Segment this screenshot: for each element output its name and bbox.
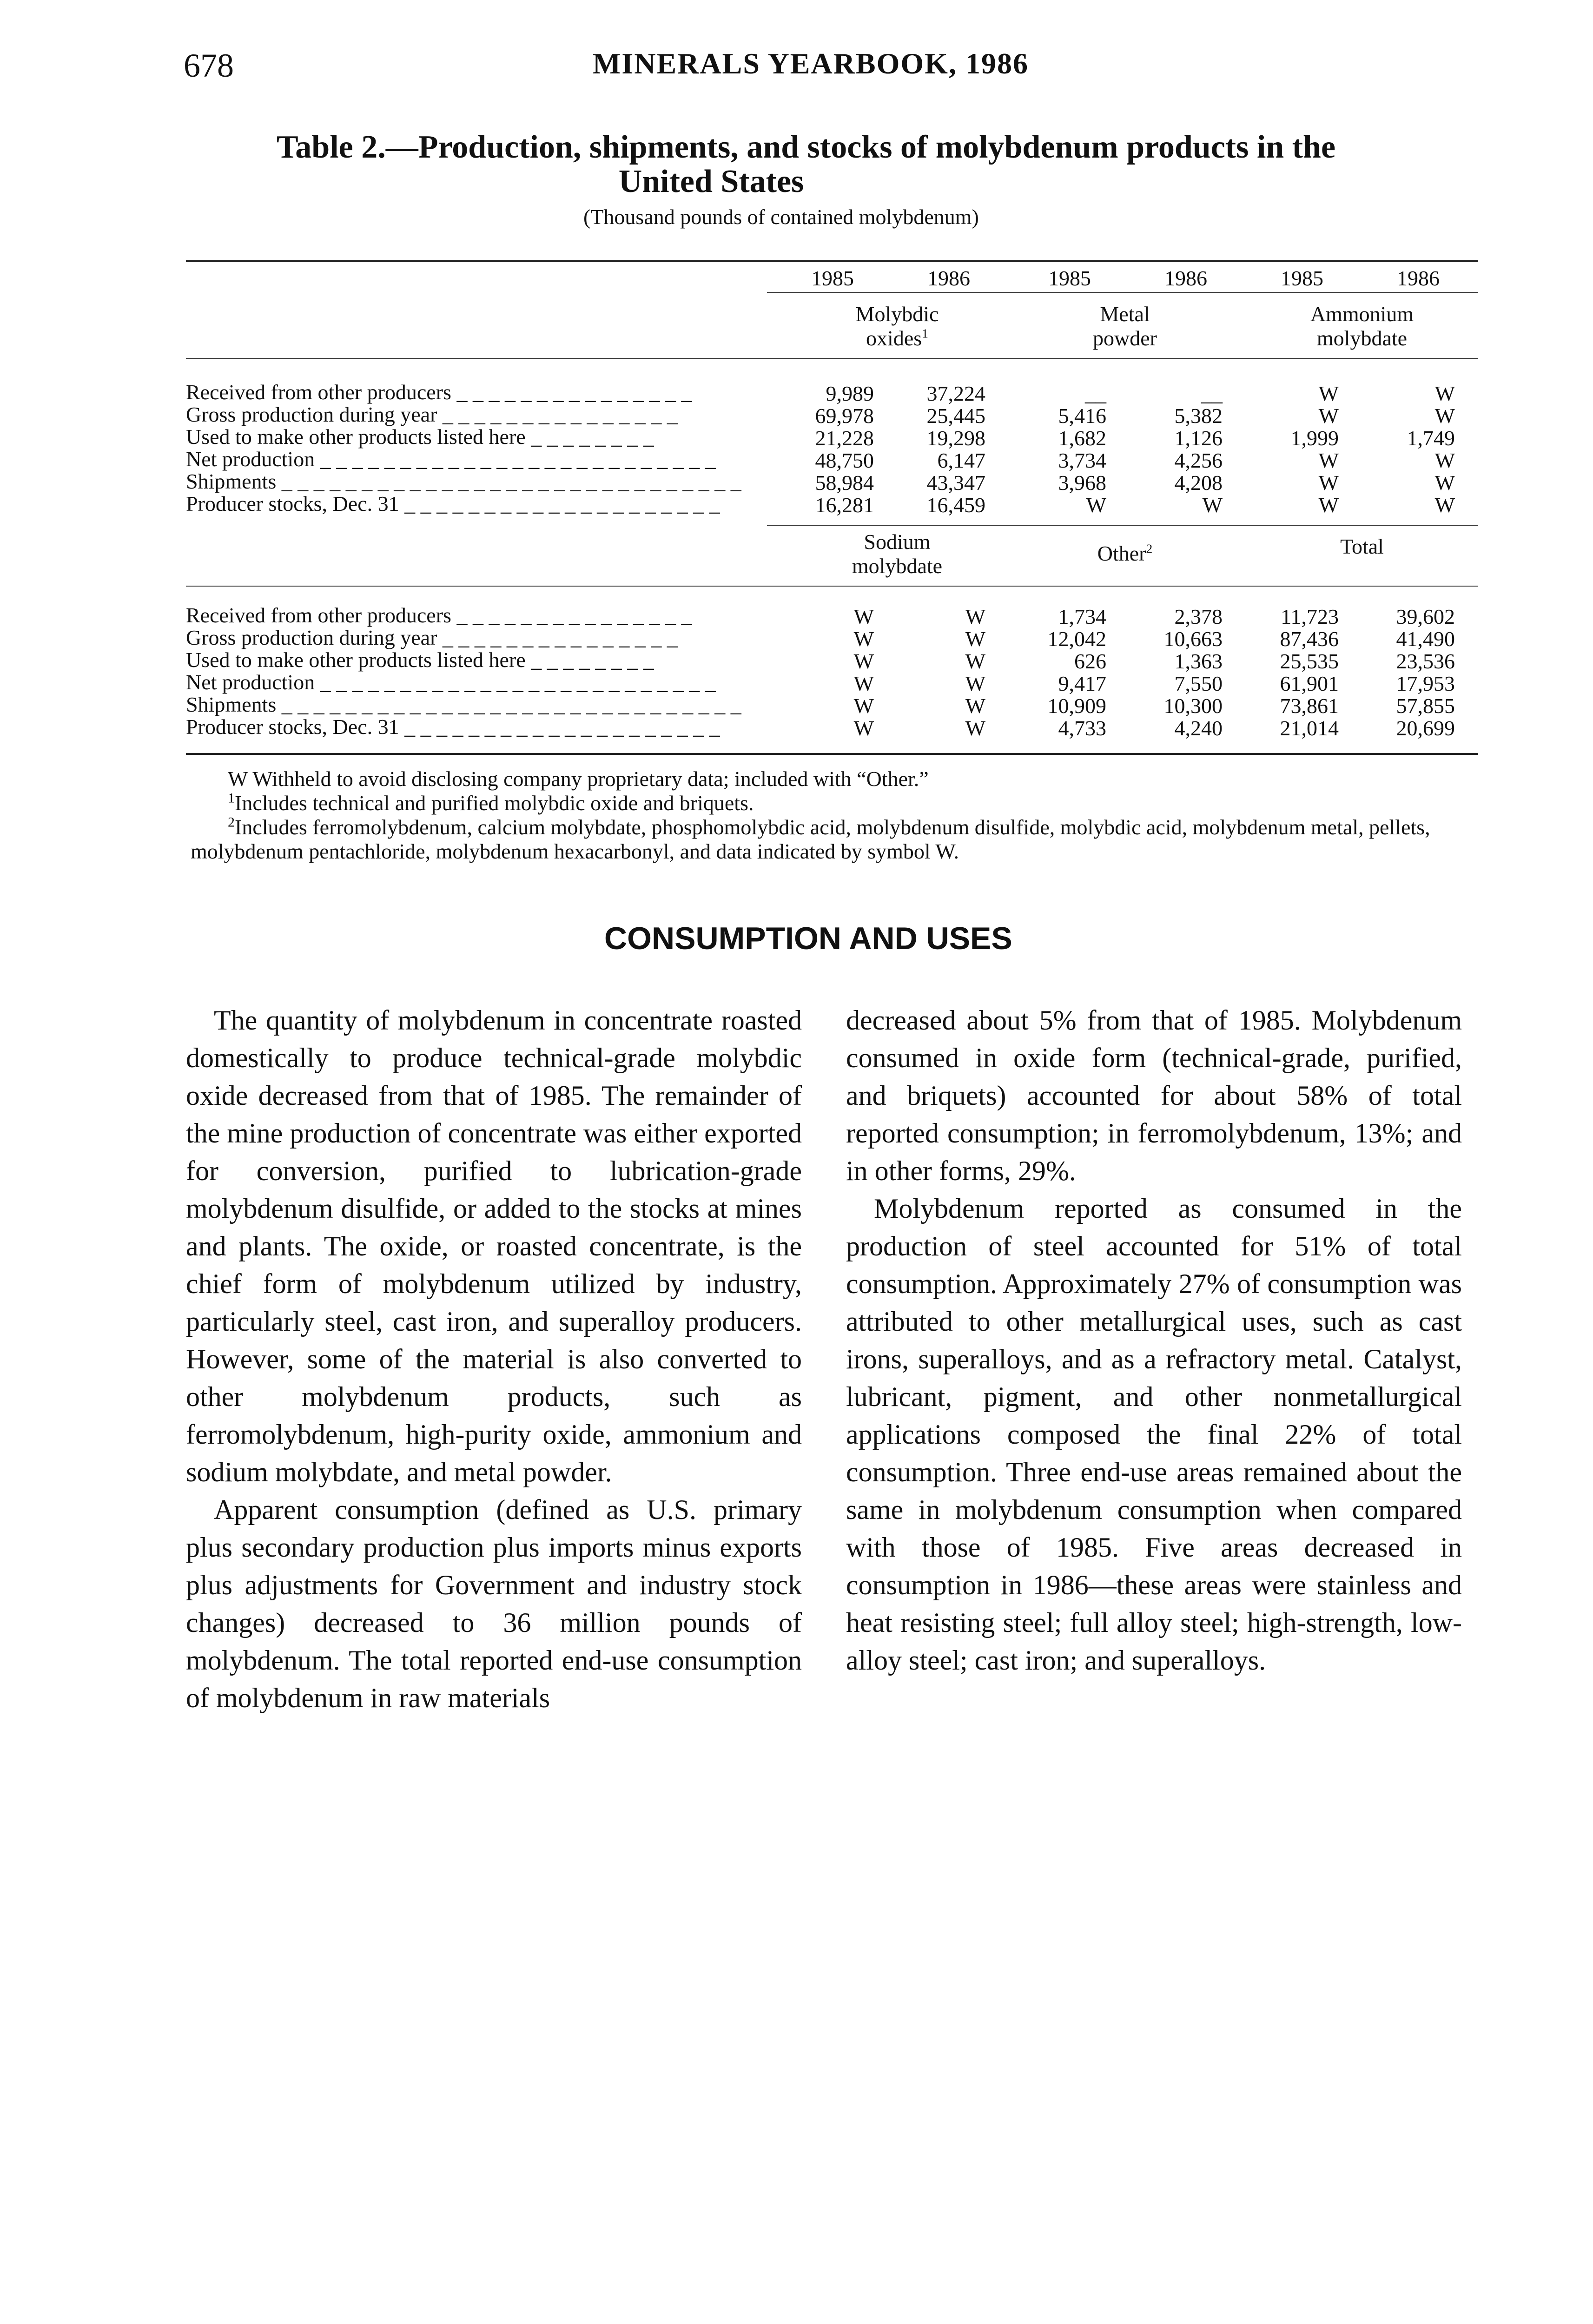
- table-cell: W: [853, 672, 874, 695]
- table-cell: W: [965, 672, 985, 695]
- table-cell: 87,436: [1280, 627, 1339, 651]
- row-label: Gross production during year _ _ _ _ _ _ _ _ _ _ _ _ _ _ _: [186, 403, 678, 426]
- table-cell: 626: [1074, 649, 1106, 673]
- footnote-withheld: W Withheld to avoid disclosing company proprietary data; included with “Other.”: [228, 767, 929, 791]
- running-title: MINERALS YEARBOOK, 1986: [593, 47, 1029, 80]
- table-cell: 25,535: [1280, 649, 1339, 673]
- table-cell: 1,363: [1174, 649, 1223, 673]
- group-header-ammonium-molybdate: Ammonium molybdate: [1310, 302, 1414, 350]
- table-title-line2: United States: [618, 164, 804, 199]
- paragraph: Molybdenum reported as consumed in the production of steel accounted for 51% of total consumption. Approximately 27% of consumption was attributed to other metallurgical uses, such as cast irons, superalloys, and as a refractory metal. Catalyst, lubricant, pigment, and other nonmetallurgical applications composed the final 22% of total consumption. Three end-use areas remained about the same in molybdenum consumption when compared with those of 1985. Five areas decreased in consumption in 1986—these areas were stainless and heat resisting steel; full alloy steel; high-strength, low-alloy steel; cast iron; and superalloys.: [846, 1193, 1462, 1676]
- table-cell: 5,382: [1174, 404, 1223, 428]
- section-heading: CONSUMPTION AND USES: [604, 921, 1012, 956]
- row-label: Used to make other products listed here _ _ _ _ _ _ _ _: [186, 648, 654, 672]
- row-label: Net production _ _ _ _ _ _ _ _ _ _ _ _ _ _ _ _ _ _ _ _ _ _ _ _ _: [186, 670, 716, 694]
- row-label: Used to make other products listed here _ _ _ _ _ _ _ _: [186, 425, 654, 449]
- table-bottom-rule: [186, 753, 1478, 755]
- table-top-rule: [186, 260, 1478, 262]
- table-cell: W: [1434, 382, 1455, 405]
- top-group-rule: [186, 358, 1478, 359]
- table-cell: 20,699: [1396, 716, 1455, 740]
- table-cell: 61,901: [1280, 672, 1339, 695]
- paragraph: Apparent consumption (defined as U.S. primary plus secondary production plus imports minus exports plus adjustments for Government and industry stock changes) decreased to 36 million pounds of molybdenum. The total reported end-use consumption of molybdenum in raw materials: [186, 1494, 802, 1713]
- table-cell: 17,953: [1396, 672, 1455, 695]
- table-cell: 39,602: [1396, 605, 1455, 628]
- table-cell: W: [1318, 471, 1339, 495]
- row-label: Received from other producers _ _ _ _ _ _ _ _ _ _ _ _ _ _ _: [186, 603, 692, 627]
- table-cell: 3,968: [1058, 471, 1106, 495]
- table-cell: 48,750: [815, 449, 874, 472]
- table-cell: 43,347: [926, 471, 985, 495]
- table-cell: 1,734: [1058, 605, 1106, 628]
- row-label: Producer stocks, Dec. 31 _ _ _ _ _ _ _ _ _ _ _ _ _ _ _ _ _ _ _ _: [186, 492, 720, 515]
- table-cell: W: [853, 627, 874, 651]
- table-cell: 69,978: [815, 404, 874, 428]
- row-label: Producer stocks, Dec. 31 _ _ _ _ _ _ _ _ _ _ _ _ _ _ _ _ _ _ _ _: [186, 715, 720, 739]
- table-cell: W: [1434, 471, 1455, 495]
- table-cell: 12,042: [1047, 627, 1106, 651]
- row-label: Received from other producers _ _ _ _ _ _ _ _ _ _ _ _ _ _ _: [186, 380, 692, 404]
- table-cell: 16,459: [926, 493, 985, 517]
- table-cell: 4,256: [1174, 449, 1223, 472]
- table-cell: W: [1202, 493, 1223, 517]
- table-cell: W: [853, 716, 874, 740]
- table-cell: W: [1318, 493, 1339, 517]
- table-cell: W: [1318, 382, 1339, 405]
- table-cell: 6,147: [937, 449, 985, 472]
- paragraph: decreased about 5% from that of 1985. Molybdenum consumed in oxide form (technical-grade, purified, and briquets) accounted for about 58% of total reported consumption; in ferromolybdenum, 13%; and in other forms, 29%.: [846, 1005, 1462, 1186]
- table-cell: 21,014: [1280, 716, 1339, 740]
- body-column-left: [186, 1002, 802, 1717]
- table-cell: W: [965, 649, 985, 673]
- table-title: [277, 130, 1392, 199]
- group-header-other: Other$^2$: [1097, 541, 1153, 565]
- table-cell: 9,989: [826, 382, 874, 405]
- table-cell: W: [853, 694, 874, 718]
- table-cell: 73,861: [1280, 694, 1339, 718]
- paragraph: The quantity of molybdenum in concentrate roasted domestically to produce technical-grade molybdic oxide decreased from that of 1985. The remainder of the mine production of concentrate was either exported for conversion, purified to lubrication-grade molybdenum disulfide, or added to the stocks at mines and plants. The oxide, or roasted concentrate, is the chief form of molybdenum utilized by industry, particularly steel, cast iron, and superalloy producers. However, some of the material is also converted to other molybdenum products, such as ferromolybdenum, high-purity oxide, ammonium and sodium molybdate, and metal powder.: [186, 1005, 802, 1487]
- table-cell: W: [853, 649, 874, 673]
- table-cell: 21,228: [815, 426, 874, 450]
- table-cell: 3,734: [1058, 449, 1106, 472]
- table-cell: __: [1201, 382, 1223, 405]
- row-label: Shipments _ _ _ _ _ _ _ _ _ _ _ _ _ _ _ _ _ _ _ _ _ _ _ _ _ _ _ _ _: [186, 469, 741, 493]
- table-cell: 23,536: [1396, 649, 1455, 673]
- row-label: Gross production during year _ _ _ _ _ _ _ _ _ _ _ _ _ _ _: [186, 626, 678, 649]
- table-title-line1: Table 2.—Production, shipments, and stocks of molybdenum products in the: [277, 129, 1336, 165]
- table-cell: 16,281: [815, 493, 874, 517]
- table-cell: 10,663: [1163, 627, 1223, 651]
- row-label: Net production _ _ _ _ _ _ _ _ _ _ _ _ _ _ _ _ _ _ _ _ _ _ _ _ _: [186, 447, 716, 471]
- group-header-sodium-molybdate: Sodium molybdate: [852, 530, 943, 578]
- table-cell: 57,855: [1396, 694, 1455, 718]
- year-header: 1986: [1397, 266, 1440, 290]
- table-cell: 58,984: [815, 471, 874, 495]
- table-cell: W: [853, 605, 874, 628]
- table-cell: W: [965, 694, 985, 718]
- table-cell: 41,490: [1396, 627, 1455, 651]
- table-cell: 37,224: [926, 382, 985, 405]
- table-cell: 9,417: [1058, 672, 1106, 695]
- table-cell: 10,909: [1047, 694, 1106, 718]
- table-cell: 11,723: [1281, 605, 1339, 628]
- footnote-1: $^1$Includes technical and purified molybdic oxide and briquets.: [228, 790, 754, 815]
- table-cell: W: [965, 716, 985, 740]
- year-header: 1985: [1048, 266, 1091, 290]
- table-footnotes: [191, 767, 1474, 864]
- table-cell: 5,416: [1058, 404, 1106, 428]
- group-header-metal-powder: Metal powder: [1093, 302, 1157, 350]
- year-header: 1985: [1281, 266, 1323, 290]
- table-cell: 4,240: [1174, 716, 1223, 740]
- body-column-right: [846, 1002, 1462, 1679]
- table-units: (Thousand pounds of contained molybdenum): [583, 205, 979, 229]
- table-cell: W: [1434, 493, 1455, 517]
- group-header-total: Total: [1340, 535, 1384, 558]
- table-cell: __: [1085, 382, 1106, 405]
- table-cell: 7,550: [1174, 672, 1223, 695]
- table-cell: W: [965, 605, 985, 628]
- table-cell: 1,682: [1058, 426, 1106, 450]
- table-cell: W: [965, 627, 985, 651]
- page-number: 678: [184, 47, 234, 84]
- table-cell: 19,298: [926, 426, 985, 450]
- table-cell: 1,126: [1174, 426, 1223, 450]
- table-cell: W: [1434, 404, 1455, 428]
- bottom-group-top-rule: [767, 525, 1478, 526]
- table-cell: 1,999: [1290, 426, 1339, 450]
- table-cell: 2,378: [1174, 605, 1223, 628]
- year-header-rule: [767, 292, 1478, 293]
- year-header: 1985: [811, 266, 854, 290]
- year-header: 1986: [927, 266, 970, 290]
- year-header: 1986: [1164, 266, 1207, 290]
- table-cell: 4,733: [1058, 716, 1106, 740]
- table-cell: 10,300: [1163, 694, 1223, 718]
- table-cell: 4,208: [1174, 471, 1223, 495]
- table-cell: W: [1318, 449, 1339, 472]
- table-cell: 25,445: [926, 404, 985, 428]
- table-cell: W: [1086, 493, 1106, 517]
- table-cell: W: [1434, 449, 1455, 472]
- footnote-2: $^2$Includes ferromolybdenum, calcium molybdate, phosphomolybdic acid, molybdenum disulfide, molybdic acid, molybdenum metal, pellets, molybdenum pentachloride, molybdenum hexacarbonyl, and data indicated by symbol W.: [191, 814, 1430, 863]
- table-cell: W: [1318, 404, 1339, 428]
- group-header-molybdic-oxides: Molybdic oxides$^1$: [855, 302, 939, 350]
- row-label: Shipments _ _ _ _ _ _ _ _ _ _ _ _ _ _ _ _ _ _ _ _ _ _ _ _ _ _ _ _ _: [186, 693, 741, 716]
- table-cell: 1,749: [1407, 426, 1455, 450]
- bottom-group-rule: [186, 586, 1478, 587]
